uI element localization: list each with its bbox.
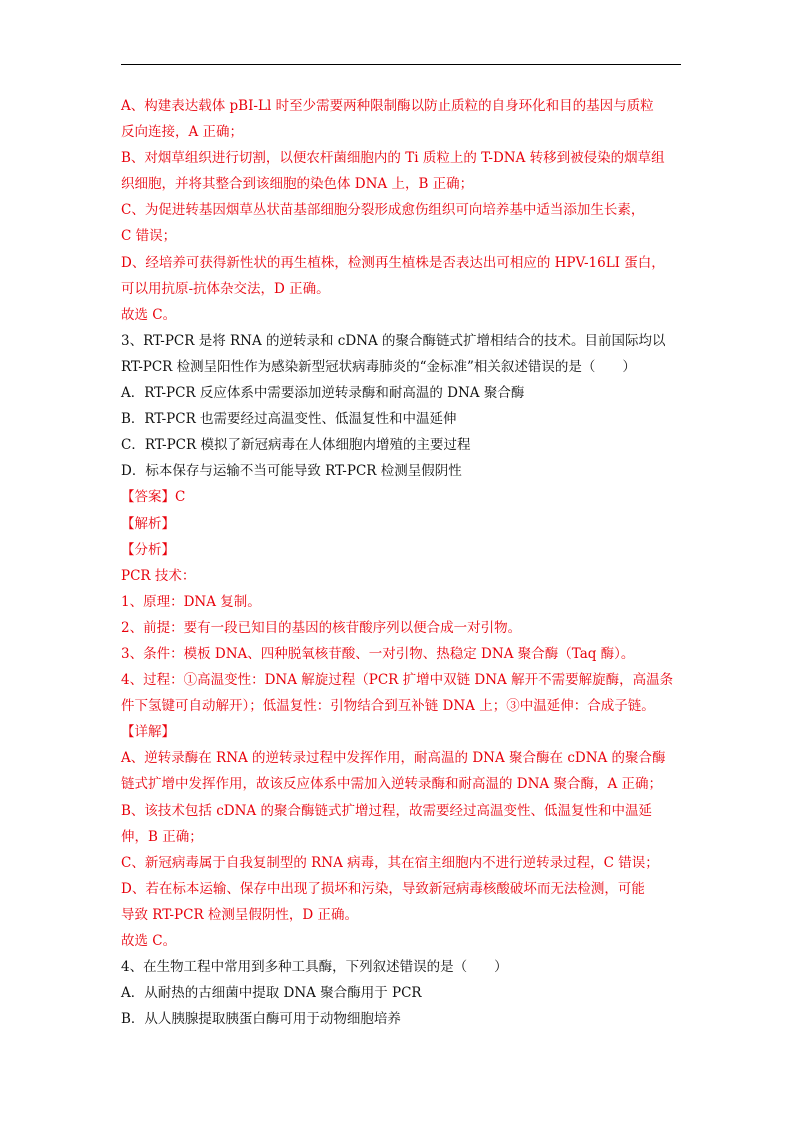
explanation-line: 伸，B 正确； (121, 828, 203, 845)
explanation-line: B、对烟草组织进行切割，以便农杆菌细胞内的 Ti 质粒上的 T-DNA 转移到被侵染的烟草组 (121, 150, 665, 167)
explanation-line: 3、条件：模板 DNA、四种脱氧核苷酸、一对引物、热稳定 DNA 聚合酶（Taq 酶）。 (121, 645, 635, 662)
explanation-line: 反向连接，A 正确； (121, 124, 244, 141)
question-line: 4、在生物工程中常用到多种工具酶，下列叙述错误的是（ ） (121, 959, 508, 976)
explanation-line: 链式扩增中发挥作用，故该反应体系中需加入逆转录酶和耐高温的 DNA 聚合酶，A 正确； (121, 776, 663, 793)
question-line: D．标本保存与运输不当可能导致 RT-PCR 检测呈假阴性 (121, 463, 462, 480)
explanation-line: A、逆转录酶在 RNA 的逆转录过程中发挥作用，耐高温的 DNA 聚合酶在 cDNA 的聚合酶 (121, 750, 666, 767)
explanation-line: PCR 技术： (121, 567, 196, 584)
explanation-line: D、若在标本运输、保存中出现了损坏和污染，导致新冠病毒核酸破坏而无法检测，可能 (121, 880, 645, 897)
explanation-line: 导致 RT-PCR 检测呈假阴性，D 正确。 (121, 906, 359, 923)
question-line: A．RT-PCR 反应体系中需要添加逆转录酶和耐高温的 DNA 聚合酶 (121, 385, 525, 402)
explanation-line: 织细胞，并将其整合到该细胞的染色体 DNA 上，B 正确； (121, 176, 474, 193)
explanation-line: 故选 C。 (121, 933, 177, 949)
question-line: C．RT-PCR 模拟了新冠病毒在人体细胞内增殖的主要过程 (121, 437, 471, 454)
question-line: B．从人胰腺提取胰蛋白酶可用于动物细胞培养 (121, 1011, 401, 1028)
header-rule (121, 64, 681, 65)
question-line: B．RT-PCR 也需要经过高温变性、低温复性和中温延伸 (121, 411, 457, 428)
explanation-line: 件下氢键可自动解开）；低温复性：引物结合到互补链 DNA 上；③中温延伸：合成子链。 (121, 698, 655, 715)
explanation-line: 【详解】 (121, 724, 175, 741)
question-line: 3、RT-PCR 是将 RNA 的逆转录和 cDNA 的聚合酶链式扩增相结合的技术。目前国际均以 (121, 332, 666, 349)
explanation-line: 2、前提：要有一段已知目的基因的核苷酸序列以便合成一对引物。 (121, 619, 522, 636)
explanation-line: C、为促进转基因烟草丛状苗基部细胞分裂形成愈伤组织可向培养基中适当添加生长素， (121, 202, 645, 219)
explanation-line: 可以用抗原-抗体杂交法，D 正确。 (121, 280, 330, 297)
explanation-line: 【分析】 (121, 541, 175, 558)
explanation-line: C、新冠病毒属于自我复制型的 RNA 病毒，其在宿主细胞内不进行逆转录过程，C 错误； (121, 854, 659, 871)
question-line: RT-PCR 检测呈阳性作为感染新型冠状病毒肺炎的“金标准”相关叙述错误的是（ ） (121, 358, 636, 375)
explanation-line: 4、过程：①高温变性：DNA 解旋过程（PCR 扩增中双链 DNA 解开不需要解旋酶，高温条 (121, 672, 674, 689)
explanation-line: A、构建表达载体 pBI-Ll 时至少需要两种限制酶以防止质粒的自身环化和目的基因与质粒 (121, 98, 654, 114)
explanation-line: 【答案】C (121, 489, 186, 506)
explanation-line: C 错误； (121, 228, 177, 245)
explanation-line: D、经培养可获得新性状的再生植株，检测再生植株是否表达出可相应的 HPV-16LI 蛋白， (121, 254, 665, 271)
document-body (121, 93, 681, 1032)
explanation-line: 【解析】 (121, 515, 175, 532)
explanation-line: 故选 C。 (121, 306, 177, 323)
question-line: A．从耐热的古细菌中提取 DNA 聚合酶用于 PCR (121, 985, 422, 1002)
explanation-line: B、该技术包括 cDNA 的聚合酶链式扩增过程，故需要经过高温变性、低温复性和中温延 (121, 802, 652, 819)
explanation-line: 1、原理：DNA 复制。 (121, 593, 261, 610)
